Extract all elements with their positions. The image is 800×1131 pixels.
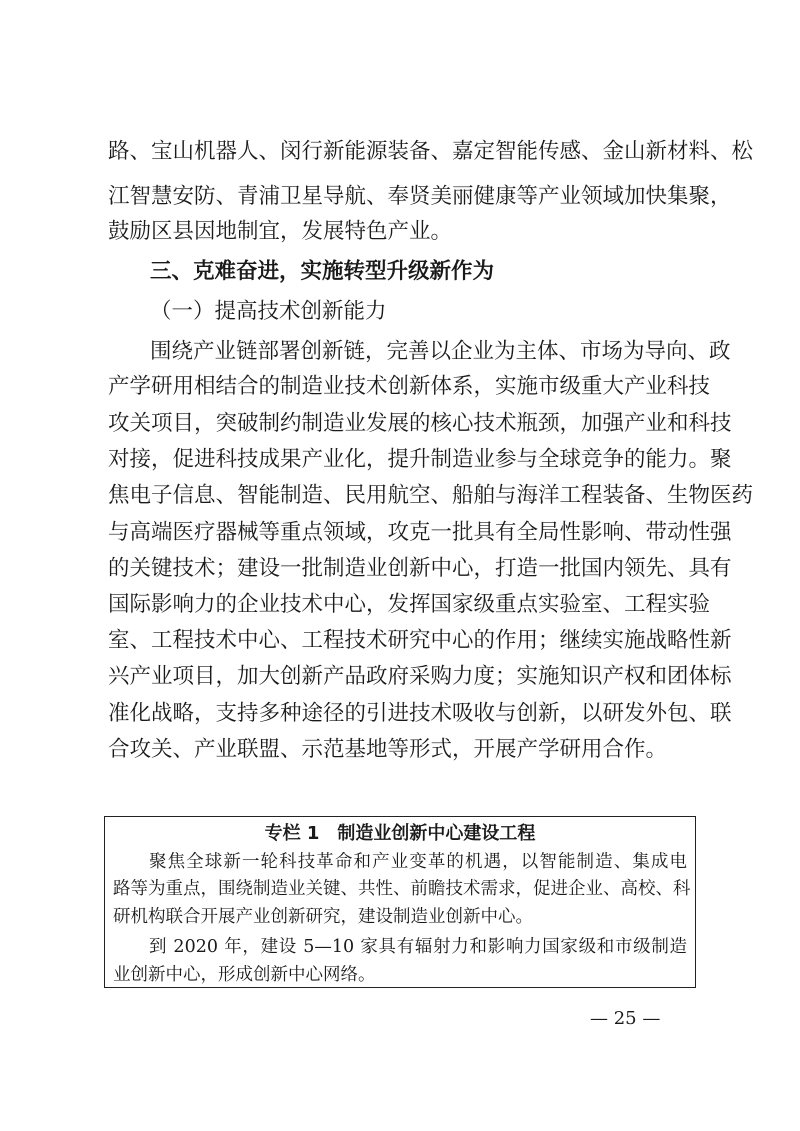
sidebar-box-line-5: 业创新中心，形成创新中心网络。 <box>113 965 376 985</box>
sidebar-box-line-2: 路等为重点，围绕制造业关键、共性、前瞻技术需求，促进企业、高校、科 <box>113 879 691 899</box>
body-line-3: 攻关项目，突破制约制造业发展的核心技术瓶颈，加强产业和科技 <box>108 411 732 436</box>
sidebar-box <box>104 816 696 988</box>
sidebar-box-title: 专栏 1 制造业创新中心建设工程 <box>264 823 536 844</box>
sidebar-box-line-3: 研机构联合开展产业创新研究，建设制造业创新中心。 <box>113 907 533 927</box>
sidebar-box-line-1: 聚焦全球新一轮科技革命和产业变革的机遇，以智能制造、集成电 <box>149 852 687 872</box>
body-line-8: 国际影响力的企业技术中心，发挥国家级重点实验室、工程实验 <box>108 592 711 617</box>
section-heading: 三、克难奋进，实施转型升级新作为 <box>150 259 495 284</box>
body-line-4: 对接，促进科技成果产业化，提升制造业参与全球竞争的能力。聚 <box>108 447 732 472</box>
intro-line-1: 路、宝山机器人、闵行新能源装备、嘉定智能传感、金山新材料、松 <box>108 139 754 164</box>
intro-line-3: 鼓励区县因地制宜，发展特色产业。 <box>108 219 453 244</box>
body-line-1: 围绕产业链部署创新链，完善以企业为主体、市场为导向、政 <box>150 339 731 364</box>
body-line-2: 产学研用相结合的制造业技术创新体系，实施市级重大产业科技 <box>108 374 711 399</box>
body-line-12: 合攻关、产业联盟、示范基地等形式，开展产学研用合作。 <box>108 737 668 762</box>
intro-line-2: 江智慧安防、青浦卫星导航、奉贤美丽健康等产业领域加快集聚， <box>108 184 732 209</box>
body-line-6: 与高端医疗器械等重点领域，攻克一批具有全局性影响、带动性强 <box>108 520 732 545</box>
subsection-heading: （一）提高技术创新能力 <box>150 299 387 324</box>
body-line-9: 室、工程技术中心、工程技术研究中心的作用；继续实施战略性新 <box>108 628 732 653</box>
body-line-7: 的关键技术；建设一批制造业创新中心，打造一批国内领先、具有 <box>108 556 732 581</box>
body-line-11: 准化战略，支持多种途径的引进技术吸收与创新，以研发外包、联 <box>108 701 732 726</box>
body-line-5: 焦电子信息、智能制造、民用航空、船舶与海洋工程装备、生物医药 <box>108 483 754 508</box>
page-number: — 25 — <box>590 1008 661 1029</box>
sidebar-box-line-4: 到 2020 年，建设 5—10 家具有辐射力和影响力国家级和市级制造 <box>149 937 687 957</box>
body-line-10: 兴产业项目，加大创新产品政府采购力度；实施知识产权和团体标 <box>108 664 732 689</box>
